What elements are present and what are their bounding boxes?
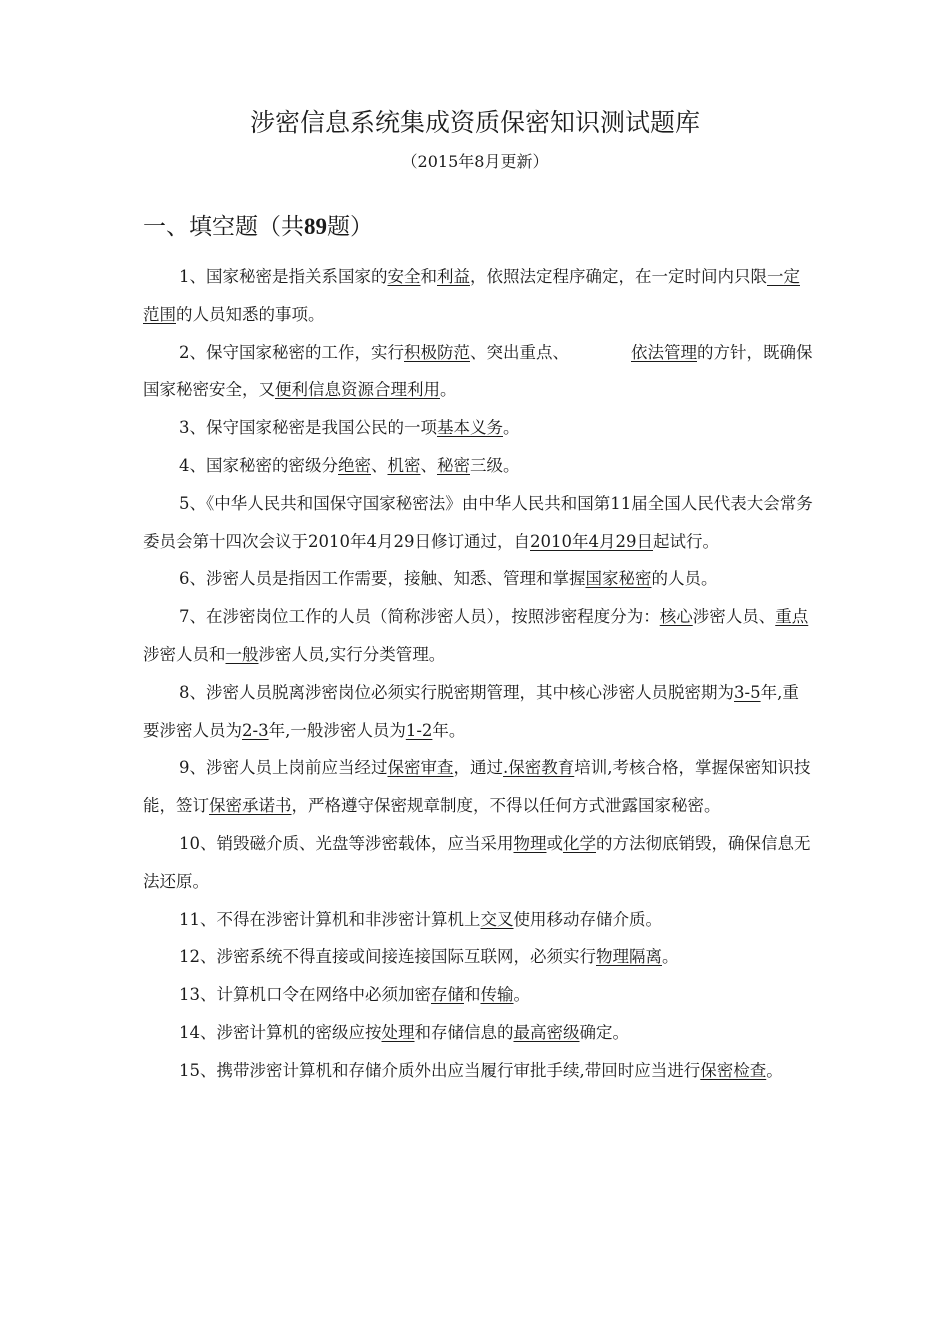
question-text: 3、保守国家秘密是我国公民的一项 (179, 418, 437, 438)
question-text: 。 (662, 947, 679, 967)
answer-blank: 重点 (775, 607, 809, 627)
question-text: 4、国家秘密的密级分 (179, 455, 338, 475)
question-text: 和存储信息的 (414, 1022, 514, 1042)
answer-blank: 处理 (381, 1022, 415, 1042)
answer-blank: 物理 (513, 833, 547, 853)
question-item (143, 1052, 815, 1090)
answer-blank: 最高密级 (513, 1022, 580, 1042)
answer-blank: 保密审查 (387, 758, 454, 778)
section-heading-prefix: 一、填空题（共 (143, 214, 304, 240)
answer-blank: 物理隔离 (596, 947, 662, 967)
question-item (143, 447, 815, 485)
question-text: 15、携带涉密计算机和存储介质外出应当履行审批手续,带回时应当进行 (179, 1060, 701, 1080)
question-text: 涉密人员,实行分类管理。 (258, 644, 446, 664)
question-text: 1、国家秘密是指关系国家的 (179, 267, 388, 286)
question-count: 89 (304, 214, 327, 239)
question-text: 11、不得在涉密计算机和非涉密计算机上 (179, 909, 481, 929)
question-item (143, 409, 815, 447)
question-text: 。 (440, 380, 457, 400)
question-text: 7、在涉密岗位工作的人员（简称涉密人员），按照涉密程度分为： (179, 607, 660, 627)
question-text: 、 (420, 455, 437, 475)
question-text: 涉密人员、 (692, 607, 776, 627)
answer-blank: 1-2 (405, 720, 433, 740)
question-text: 或 (546, 833, 563, 853)
answer-blank: 一定范围 (143, 267, 800, 324)
answer-blank: 2010年4月29日 (530, 531, 653, 551)
answer-blank: 秘密 (437, 455, 470, 475)
question-text: ，依照法定程序确定，在一定时间内只限 (470, 267, 767, 286)
question-text: 14、涉密计算机的密级应按 (179, 1022, 382, 1042)
question-text: 的人员。 (651, 569, 718, 589)
question-text: 年。 (432, 720, 466, 740)
answer-blank: 积极防范 (404, 342, 470, 362)
question-text: 年,重要涉密人员为 (143, 682, 799, 740)
question-text: 9、涉密人员上岗前应当经过 (179, 758, 388, 778)
question-item (143, 938, 815, 976)
question-text: 的方法彻底销毁，确保信息无法还原。 (143, 833, 811, 891)
question-text: ，通过 (453, 758, 503, 778)
answer-blank: 化学 (563, 833, 596, 853)
section-heading (143, 210, 373, 244)
answer-blank: 交叉 (480, 909, 514, 929)
question-text: 确定。 (579, 1022, 629, 1042)
answer-blank: 国家秘密 (585, 569, 652, 589)
question-text: ，严格遵守保密规章制度，不得以任何方式泄露国家秘密。 (291, 796, 721, 816)
question-text: 年,一般涉密人员为 (268, 720, 406, 740)
answer-blank: 保密检查 (700, 1060, 767, 1080)
answer-blank: 便利信息资源合理利用 (275, 380, 440, 400)
answer-blank: 一般 (225, 644, 259, 664)
answer-blank: 基本义务 (437, 418, 503, 438)
question-item (143, 560, 815, 598)
question-text: 培训,考核合格，掌握保密知识技能，签订 (143, 758, 811, 816)
question-item (143, 1014, 815, 1052)
question-text: 三级。 (470, 455, 520, 475)
question-text: 的方针，既确保国家秘密安全，又 (143, 342, 813, 400)
question-text: 使用移动存储介质。 (513, 909, 662, 929)
question-item (143, 976, 815, 1014)
document-title: 涉密信息系统集成资质保密知识测试题库 (249, 108, 700, 137)
question-text: 涉密人员和 (143, 644, 226, 664)
answer-blank: 3-5 (734, 682, 761, 702)
question-text: 13、计算机口令在网络中必须加密 (179, 985, 431, 1005)
question-text: 2、保守国家秘密的工作，实行 (179, 342, 404, 362)
question-text: 。 (766, 1060, 783, 1080)
question-text: 12、涉密系统不得直接或间接连接国际互联网，必须实行 (179, 947, 596, 967)
question-text: 。 (503, 418, 520, 438)
answer-blank: 核心 (659, 607, 693, 627)
question-text: 10、销毁磁介质、光盘等涉密载体，应当采用 (179, 833, 514, 853)
question-text: 。 (513, 985, 530, 1005)
question-text: 、突出重点、 (470, 342, 569, 362)
question-item (143, 258, 815, 334)
answer-blank: 传输 (480, 985, 514, 1005)
answer-blank: 保密承诺书 (209, 796, 292, 816)
answer-blank: 机密 (387, 455, 421, 475)
question-text: 6、涉密人员是指因工作需要，接触、知悉、管理和掌握 (179, 569, 586, 589)
question-text: 和 (464, 985, 481, 1005)
question-text: 的人员知悉的事项。 (176, 304, 325, 324)
question-item (143, 334, 815, 410)
question-list (143, 258, 815, 1090)
question-text: 和 (420, 267, 437, 286)
question-item (143, 485, 815, 561)
question-text: 、 (371, 455, 388, 475)
answer-blank: 依法管理 (631, 342, 697, 362)
section-heading-suffix: 题） (327, 214, 373, 240)
answer-blank: 安全 (387, 267, 421, 286)
answer-blank: 2-3 (242, 720, 269, 740)
question-item (143, 674, 815, 750)
question-text: 起试行。 (653, 531, 719, 551)
question-text: 8、涉密人员脱离涉密岗位必须实行脱密期管理，其中核心涉密人员脱密期为 (179, 682, 734, 702)
answer-blank: 利益 (437, 267, 470, 286)
document-subtitle: （2015年8月更新） (401, 152, 549, 171)
question-item (143, 825, 815, 901)
question-item (143, 749, 815, 825)
question-item (143, 598, 815, 674)
answer-blank: 绝密 (338, 455, 371, 475)
question-item (143, 901, 815, 939)
answer-blank: 存储 (431, 985, 464, 1005)
question-text: 5、《中华人民共和国保守国家秘密法》由中华人民共和国第11届全国人民代表大会常务委员会第十四次会议于2010年4月29日修订通过，自 (143, 493, 813, 551)
answer-blank: .保密教育 (503, 758, 575, 778)
